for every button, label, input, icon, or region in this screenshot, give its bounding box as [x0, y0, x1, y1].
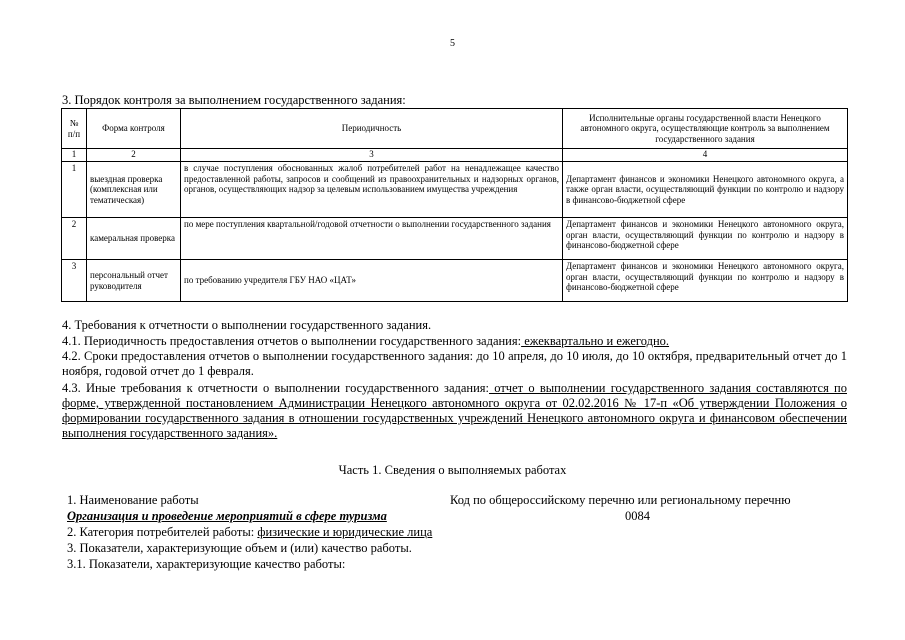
paragraph-4-2: 4.2. Сроки предоставления отчетов о выполнении государственного задания: до 10 апреля, до 10 июля, до 10 октября, предварительный отчет до 1 ноября, годовой отчет до 1 февраля. — [62, 349, 847, 378]
control-table — [61, 108, 848, 302]
row-period: в случае поступления обоснованных жалоб потребителей работ на ненадлежащее качество предоставленной работы, запросов и сообщений из правоохранительных и надзорных органов, органов, осуществляющих надзор за целевым использованием имущества учреждения — [181, 162, 563, 218]
header-org: Исполнительные органы государственной власти Ненецкого автономного округа, осуществляющие контроль за выполнением государственного задания — [563, 109, 848, 149]
item-2-value: физические и юридические лица — [257, 525, 433, 539]
table-row — [62, 260, 848, 302]
section4-title: 4. Требования к отчетности о выполнении государственного задания. — [62, 318, 432, 332]
header-form: Форма контроля — [87, 109, 181, 149]
col-number: 3 — [181, 149, 563, 162]
section3-title: 3. Порядок контроля за выполнением государственного задания: — [62, 93, 406, 107]
work-code-label: Код по общероссийскому перечню или региональному перечню — [450, 493, 791, 507]
row-form: персональный отчет руководителя — [87, 260, 181, 302]
row-org: Департамент финансов и экономики Ненецкого автономного округа, орган власти, осуществляющий функции по контролю и надзору в финансово-бюджетной сфере — [563, 218, 848, 260]
row-period: по мере поступления квартальной/годовой отчетности о выполнении государственного задания — [181, 218, 563, 260]
paragraph-4-1-label: 4.1. Периодичность предоставления отчетов о выполнении государственного задания: — [62, 334, 522, 348]
table-row — [62, 218, 848, 260]
item-3-1: 3.1. Показатели, характеризующие качество работы: — [67, 557, 346, 571]
row-org: Департамент финансов и экономики Ненецкого автономного округа, а также орган власти, осуществляющий функции по контролю и надзору в финансово-бюджетной сфере — [563, 162, 848, 218]
work-name-label: 1. Наименование работы — [67, 493, 199, 507]
row-form: выездная проверка (комплексная или тематическая) — [87, 162, 181, 218]
paragraph-4-1-value: ежеквартально и ежегодно. — [521, 334, 670, 348]
row-num: 1 — [62, 162, 87, 218]
item-2 — [67, 525, 432, 540]
row-form: камеральная проверка — [87, 218, 181, 260]
header-period: Периодичность — [181, 109, 563, 149]
header-num: № п/п — [62, 109, 87, 149]
row-org: Департамент финансов и экономики Ненецкого автономного округа, орган власти, осуществляющий функции по контролю и надзору в финансово-бюджетной сфере — [563, 260, 848, 302]
paragraph-4-3-value: отчет о выполнении государственного задания составляются по форме, утвержденной постановлением Администрации Ненецкого автономного округа от 02.02.2016 № 17-п «Об утверждении Положения о формировании государственного задания в отношении государственных учреждений Ненецкого автономного округа и финансовом обеспечении выполнения государственного задания». — [62, 381, 847, 440]
row-num: 3 — [62, 260, 87, 302]
item-2-label: 2. Категория потребителей работы: — [67, 525, 258, 539]
row-period: по требованию учредителя ГБУ НАО «ЦАТ» — [181, 260, 563, 302]
table-row — [62, 162, 848, 218]
paragraph-4-3 — [62, 381, 847, 441]
col-number: 1 — [62, 149, 87, 162]
table-header-row — [62, 109, 848, 149]
work-code-value: 0084 — [625, 509, 650, 523]
column-number-row — [62, 149, 848, 162]
col-number: 2 — [87, 149, 181, 162]
work-name-value: Организация и проведение мероприятий в сфере туризма — [67, 509, 387, 523]
paragraph-4-1 — [62, 334, 847, 349]
part1-title: Часть 1. Сведения о выполняемых работах — [338, 463, 567, 477]
paragraph-4-3-label: 4.3. Иные требования к отчетности о выполнении государственного задания: — [62, 381, 490, 395]
row-num: 2 — [62, 218, 87, 260]
page-number: 5 — [450, 38, 455, 49]
item-3: 3. Показатели, характеризующие объем и (или) качество работы. — [67, 541, 412, 555]
col-number: 4 — [563, 149, 848, 162]
